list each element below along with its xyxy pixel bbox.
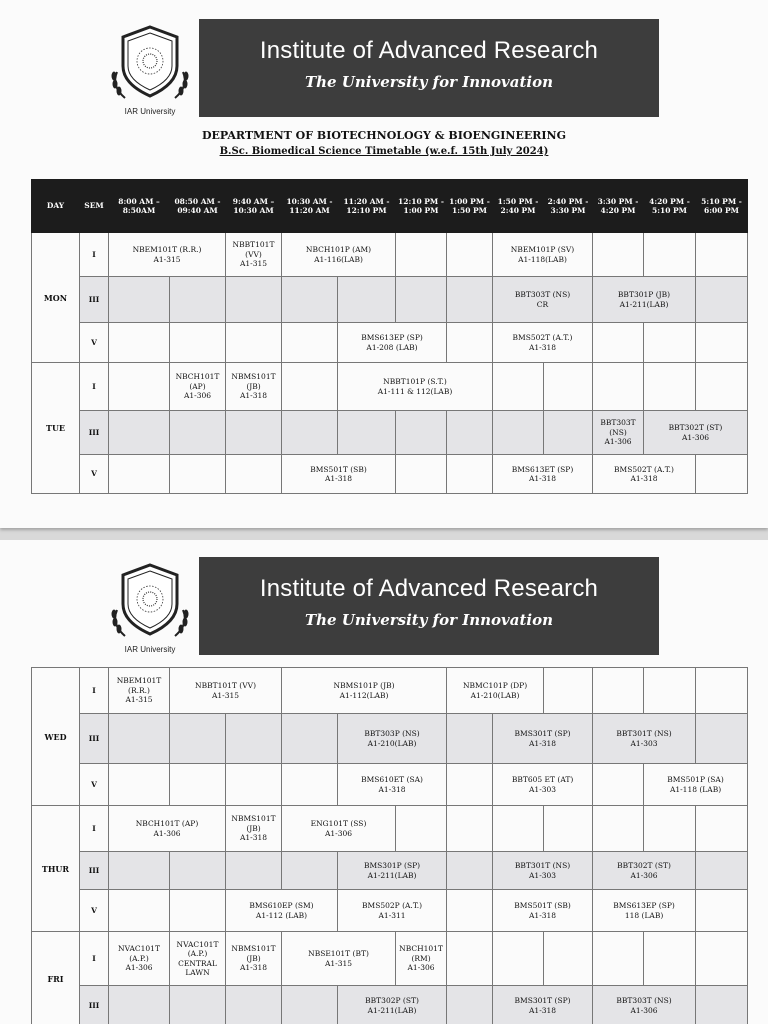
empty-slot (447, 233, 493, 277)
crest-icon (107, 562, 193, 644)
semester-label: III (80, 277, 109, 323)
empty-slot (696, 233, 748, 277)
class-slot: BBT301T (NS) A1-303 (593, 714, 696, 764)
timetable-page-2 (0, 540, 768, 1024)
semester-label: I (80, 932, 109, 986)
empty-slot (644, 806, 696, 852)
empty-slot (447, 277, 493, 323)
class-slot: BBT605 ET (AT) A1-303 (493, 764, 593, 806)
empty-slot (282, 411, 338, 455)
empty-slot (447, 714, 493, 764)
empty-slot (109, 852, 170, 890)
empty-slot (226, 411, 282, 455)
class-slot: NBMS101T (JB) A1-318 (226, 806, 282, 852)
empty-slot (544, 932, 593, 986)
class-slot: BMS613EP (SP) A1-208 (LAB) (338, 323, 447, 363)
semester-label: I (80, 806, 109, 852)
empty-slot (593, 233, 644, 277)
header-slot: 4:20 PM - 5:10 PM (644, 180, 696, 233)
empty-slot (109, 455, 170, 494)
timetable-row (32, 890, 748, 932)
empty-slot (644, 932, 696, 986)
class-slot: NBCH101T (RM) A1-306 (396, 932, 447, 986)
empty-slot (226, 323, 282, 363)
empty-slot (170, 277, 226, 323)
empty-slot (447, 986, 493, 1024)
institute-name: Institute of Advanced Research (259, 575, 599, 602)
header-slot: 9:40 AM – 10:30 AM (226, 180, 282, 233)
empty-slot (593, 323, 644, 363)
day-label: TUE (32, 363, 80, 494)
timetable-row (32, 277, 748, 323)
institute-banner (199, 19, 659, 117)
class-slot: BBT302T (ST) A1-306 (644, 411, 748, 455)
empty-slot (226, 277, 282, 323)
class-slot: BBT302P (ST) A1-211(LAB) (338, 986, 447, 1024)
empty-slot (226, 986, 282, 1024)
header-slot: 8:00 AM – 8:50AM (109, 180, 170, 233)
empty-slot (226, 455, 282, 494)
empty-slot (170, 411, 226, 455)
empty-slot (593, 806, 644, 852)
crest-icon (107, 24, 193, 106)
semester-label: V (80, 323, 109, 363)
empty-slot (696, 986, 748, 1024)
header-slot: 1:00 PM - 1:50 PM (447, 180, 493, 233)
empty-slot (544, 668, 593, 714)
class-slot: NBSE101T (BT) A1-315 (282, 932, 396, 986)
empty-slot (447, 764, 493, 806)
semester-label: I (80, 233, 109, 277)
empty-slot (170, 455, 226, 494)
institute-name: Institute of Advanced Research (259, 37, 599, 64)
class-slot: BMS501T (SB) A1-318 (493, 890, 593, 932)
timetable-table-2 (31, 667, 748, 1024)
empty-slot (396, 233, 447, 277)
logo-caption: IAR University (124, 645, 176, 654)
empty-slot (109, 277, 170, 323)
empty-slot (493, 411, 544, 455)
class-slot: BBT301T (NS) A1-303 (493, 852, 593, 890)
tagline: The University for Innovation (304, 611, 554, 629)
class-slot: BMS501T (SB) A1-318 (282, 455, 396, 494)
empty-slot (226, 852, 282, 890)
class-slot: BBT303P (NS) A1-210(LAB) (338, 714, 447, 764)
empty-slot (493, 363, 544, 411)
empty-slot (544, 806, 593, 852)
empty-slot (282, 764, 338, 806)
class-slot: NBMS101T (JB) A1-318 (226, 363, 282, 411)
empty-slot (226, 764, 282, 806)
semester-label: III (80, 986, 109, 1024)
class-slot: NBCH101P (AM) A1-116(LAB) (282, 233, 396, 277)
empty-slot (447, 932, 493, 986)
empty-slot (396, 806, 447, 852)
header-slot: 5:10 PM - 6:00 PM (696, 180, 748, 233)
class-slot: NBBT101T (VV) A1-315 (170, 668, 282, 714)
empty-slot (109, 323, 170, 363)
empty-slot (493, 806, 544, 852)
empty-slot (447, 852, 493, 890)
semester-label: I (80, 363, 109, 411)
empty-slot (282, 852, 338, 890)
empty-slot (644, 668, 696, 714)
empty-slot (593, 932, 644, 986)
timetable-row (32, 764, 748, 806)
empty-slot (282, 714, 338, 764)
university-logo-2 (100, 562, 200, 654)
empty-slot (396, 411, 447, 455)
empty-slot (447, 411, 493, 455)
empty-slot (109, 714, 170, 764)
empty-slot (696, 852, 748, 890)
semester-label: III (80, 852, 109, 890)
timetable-row (32, 668, 748, 714)
empty-slot (170, 714, 226, 764)
empty-slot (696, 668, 748, 714)
empty-slot (282, 986, 338, 1024)
empty-slot (447, 323, 493, 363)
header-slot: 11:20 AM - 12:10 PM (338, 180, 396, 233)
class-slot: NBEM101T (R.R.) A1-315 (109, 668, 170, 714)
tagline: The University for Innovation (304, 73, 554, 91)
empty-slot (226, 714, 282, 764)
header-row (32, 180, 748, 233)
class-slot: BMS502T (A.T.) A1-318 (593, 455, 696, 494)
day-label: MON (32, 233, 80, 363)
empty-slot (593, 668, 644, 714)
class-slot: BBT303T (NS) CR (493, 277, 593, 323)
empty-slot (493, 932, 544, 986)
class-slot: BMS502P (A.T.) A1-311 (338, 890, 447, 932)
semester-label: V (80, 764, 109, 806)
timetable-row (32, 411, 748, 455)
timetable-row (32, 932, 748, 986)
class-slot: NBMS101P (JB) A1-112(LAB) (282, 668, 447, 714)
empty-slot (544, 411, 593, 455)
empty-slot (282, 323, 338, 363)
class-slot: BMS613EP (SP) 118 (LAB) (593, 890, 696, 932)
class-slot: BMS613ET (SP) A1-318 (493, 455, 593, 494)
class-slot: BMS501P (SA) A1-118 (LAB) (644, 764, 748, 806)
empty-slot (696, 890, 748, 932)
empty-slot (593, 764, 644, 806)
header-day: DAY (32, 180, 80, 233)
empty-slot (644, 323, 696, 363)
timetable-row (32, 852, 748, 890)
empty-slot (696, 455, 748, 494)
empty-slot (338, 411, 396, 455)
empty-slot (447, 890, 493, 932)
class-slot: NBBT101T (VV) A1-315 (226, 233, 282, 277)
class-slot: BMS301T (SP) A1-318 (493, 714, 593, 764)
empty-slot (696, 932, 748, 986)
department-title: DEPARTMENT OF BIOTECHNOLOGY & BIOENGINEERING (201, 129, 566, 142)
empty-slot (447, 806, 493, 852)
header-slot: 1:50 PM - 2:40 PM (493, 180, 544, 233)
semester-label: I (80, 668, 109, 714)
class-slot: BMS301P (SP) A1-211(LAB) (338, 852, 447, 890)
empty-slot (696, 277, 748, 323)
empty-slot (170, 764, 226, 806)
class-slot: BBT302T (ST) A1-306 (593, 852, 696, 890)
header-slot: 2:40 PM - 3:30 PM (544, 180, 593, 233)
empty-slot (396, 455, 447, 494)
empty-slot (170, 852, 226, 890)
timetable-row (32, 233, 748, 277)
class-slot: NBBT101P (S.T.) A1-111 & 112(LAB) (338, 363, 493, 411)
empty-slot (696, 806, 748, 852)
class-slot: BMS610EP (SM) A1-112 (LAB) (226, 890, 338, 932)
header-sem: SEM (80, 180, 109, 233)
class-slot: NBEM101P (SV) A1-118(LAB) (493, 233, 593, 277)
empty-slot (109, 363, 170, 411)
empty-slot (109, 764, 170, 806)
timetable-row (32, 714, 748, 764)
empty-slot (544, 363, 593, 411)
header-slot: 08:50 AM - 09:40 AM (170, 180, 226, 233)
class-slot: NBMS101T (JB) A1-318 (226, 932, 282, 986)
header-slot: 12:10 PM - 1:00 PM (396, 180, 447, 233)
timetable-title-text: B.Sc. Biomedical Science Timetable (w.e.f. 15th July 2024) (219, 146, 549, 157)
class-slot: BMS301T (SP) A1-318 (493, 986, 593, 1024)
class-slot: NBCH101T (AP) A1-306 (109, 806, 226, 852)
empty-slot (282, 363, 338, 411)
empty-slot (644, 233, 696, 277)
timetable-row (32, 455, 748, 494)
empty-slot (696, 714, 748, 764)
class-slot: NBCH101T (AP) A1-306 (170, 363, 226, 411)
empty-slot (170, 986, 226, 1024)
timetable-row (32, 363, 748, 411)
timetable-table (31, 179, 748, 494)
class-slot: ENG101T (SS) A1-306 (282, 806, 396, 852)
semester-label: III (80, 411, 109, 455)
empty-slot (109, 890, 170, 932)
class-slot: BMS502T (A.T.) A1-318 (493, 323, 593, 363)
logo-caption: IAR University (124, 107, 176, 116)
class-slot: NVAC101T (A.P.) CENTRAL LAWN (170, 932, 226, 986)
empty-slot (696, 363, 748, 411)
class-slot: BBT303T (NS) A1-306 (593, 986, 696, 1024)
day-label: FRI (32, 932, 80, 1024)
semester-label: V (80, 890, 109, 932)
empty-slot (447, 455, 493, 494)
empty-slot (282, 277, 338, 323)
class-slot: NBMC101P (DP) A1-210(LAB) (447, 668, 544, 714)
empty-slot (338, 277, 396, 323)
empty-slot (396, 277, 447, 323)
empty-slot (696, 323, 748, 363)
class-slot: BBT303T (NS) A1-306 (593, 411, 644, 455)
semester-label: III (80, 714, 109, 764)
class-slot: BMS610ET (SA) A1-318 (338, 764, 447, 806)
empty-slot (109, 986, 170, 1024)
empty-slot (593, 363, 644, 411)
institute-banner-2 (199, 557, 659, 655)
timetable-row (32, 806, 748, 852)
semester-label: V (80, 455, 109, 494)
timetable-row (32, 986, 748, 1024)
empty-slot (170, 890, 226, 932)
empty-slot (644, 363, 696, 411)
day-label: THUR (32, 806, 80, 932)
class-slot: NBEM101T (R.R.) A1-315 (109, 233, 226, 277)
empty-slot (109, 411, 170, 455)
timetable-row (32, 323, 748, 363)
class-slot: NVAC101T (A.P.) A1-306 (109, 932, 170, 986)
day-label: WED (32, 668, 80, 806)
header-slot: 3:30 PM - 4:20 PM (593, 180, 644, 233)
class-slot: BBT301P (JB) A1-211(LAB) (593, 277, 696, 323)
university-logo (100, 24, 200, 116)
header-slot: 10:30 AM - 11:20 AM (282, 180, 338, 233)
timetable-title (0, 146, 768, 157)
empty-slot (170, 323, 226, 363)
